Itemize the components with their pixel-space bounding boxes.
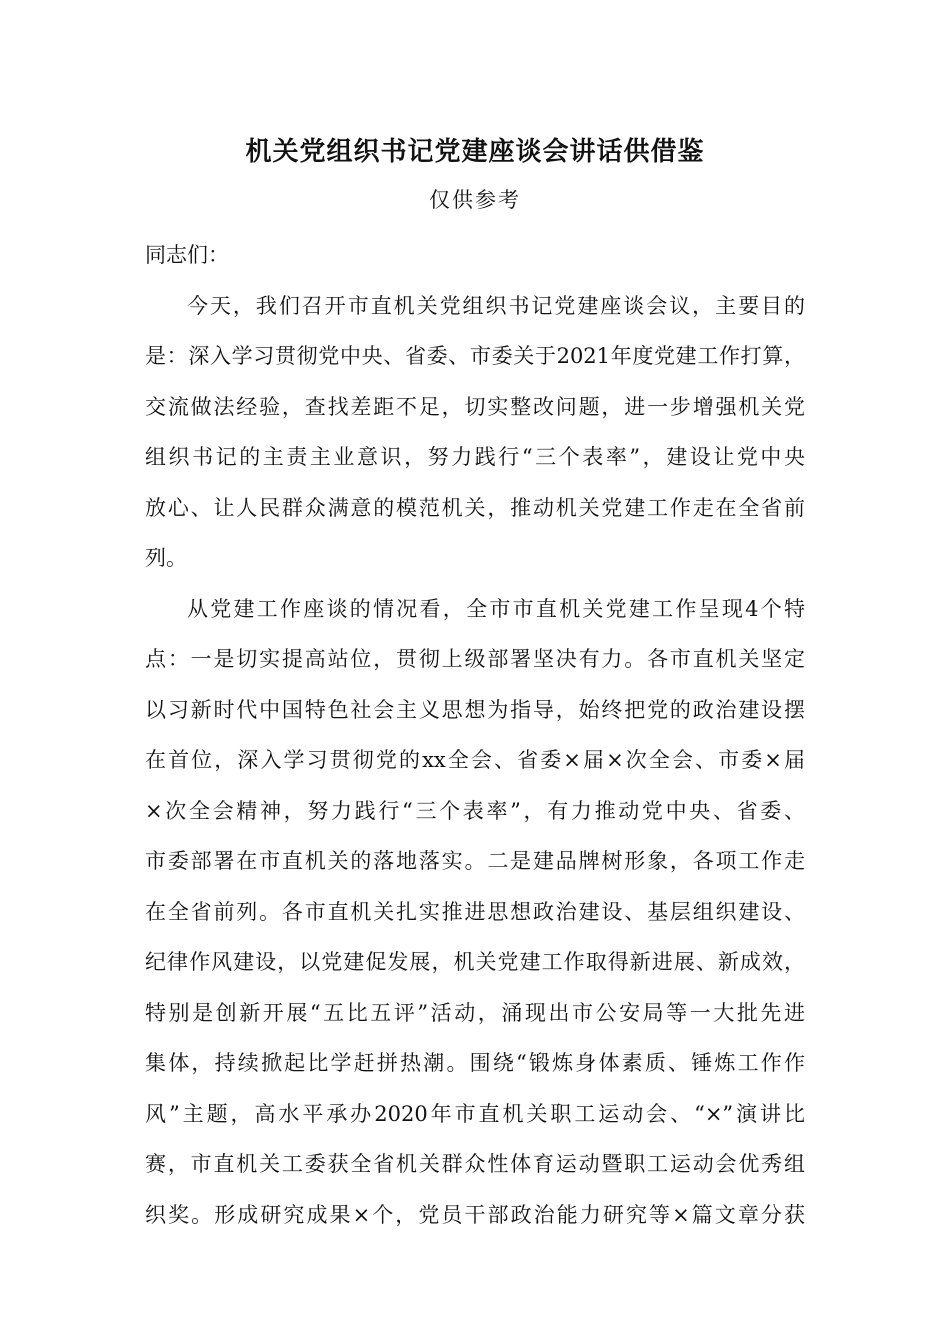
paragraph-line: 纪律作风建设，以党建促发展，机关党建工作取得新进展、新成效， (145, 950, 805, 974)
paragraph-line: 集体，持续掀起比学赶拼热潮。围绕“锻炼身体素质、锤炼工作作 (145, 1051, 805, 1075)
paragraph-line: 特别是创新开展“五比五评”活动，涌现出市公安局等一大批先进 (145, 1000, 805, 1025)
paragraph-line: 是：深入学习贯彻党中央、省委、市委关于2021年度党建工作打算， (145, 344, 805, 368)
paragraph-line: 风”主题，高水平承办2020年市直机关职工运动会、“×”演讲比 (145, 1101, 805, 1126)
paragraph-2 (145, 584, 805, 1241)
paragraph-line: 市委部署在市直机关的落地落实。二是建品牌树形象，各项工作走 (145, 849, 805, 873)
paragraph-line: ×次全会精神，努力践行“三个表率”，有力推动党中央、省委、 (145, 798, 805, 823)
paragraph-line: 组织书记的主责主业意识，努力践行“三个表率”，建设让党中央 (145, 445, 805, 469)
paragraph-line: 点：一是切实提高站位，贯彻上级部署坚决有力。各市直机关坚定 (145, 647, 805, 671)
paragraph-line: 赛，市直机关工委获全省机关群众性体育运动暨职工运动会优秀组 (145, 1152, 805, 1176)
paragraph-line: 今天，我们召开市直机关党组织书记党建座谈会议，主要目的 (187, 293, 805, 318)
document-subtitle: 仅供参考 (429, 188, 521, 212)
paragraph-line: 织奖。形成研究成果×个，党员干部政治能力研究等×篇文章分获 (145, 1202, 805, 1227)
paragraph-line: 在全省前列。各市直机关扎实推进思想政治建设、基层组织建设、 (145, 899, 805, 924)
document-title: 机关党组织书记党建座谈会讲话供借鉴 (245, 137, 705, 167)
paragraph-line: 从党建工作座谈的情况看，全市市直机关党建工作呈现4个特 (187, 596, 805, 621)
paragraph-1 (145, 281, 805, 584)
paragraph-line: 放心、让人民群众满意的模范机关，推动机关党建工作走在全省前 (145, 495, 805, 520)
paragraph-line: 列。 (145, 546, 187, 570)
paragraph-line: 交流做法经验，查找差距不足，切实整改问题，进一步增强机关党 (145, 394, 805, 419)
paragraph-line: 在首位，深入学习贯彻党的xx全会、省委×届×次全会、市委×届 (145, 748, 805, 772)
salutation: 同志们： (145, 243, 229, 267)
document-body (145, 230, 805, 1240)
paragraph-line: 以习新时代中国特色社会主义思想为指导，始终把党的政治建设摆 (145, 697, 805, 722)
